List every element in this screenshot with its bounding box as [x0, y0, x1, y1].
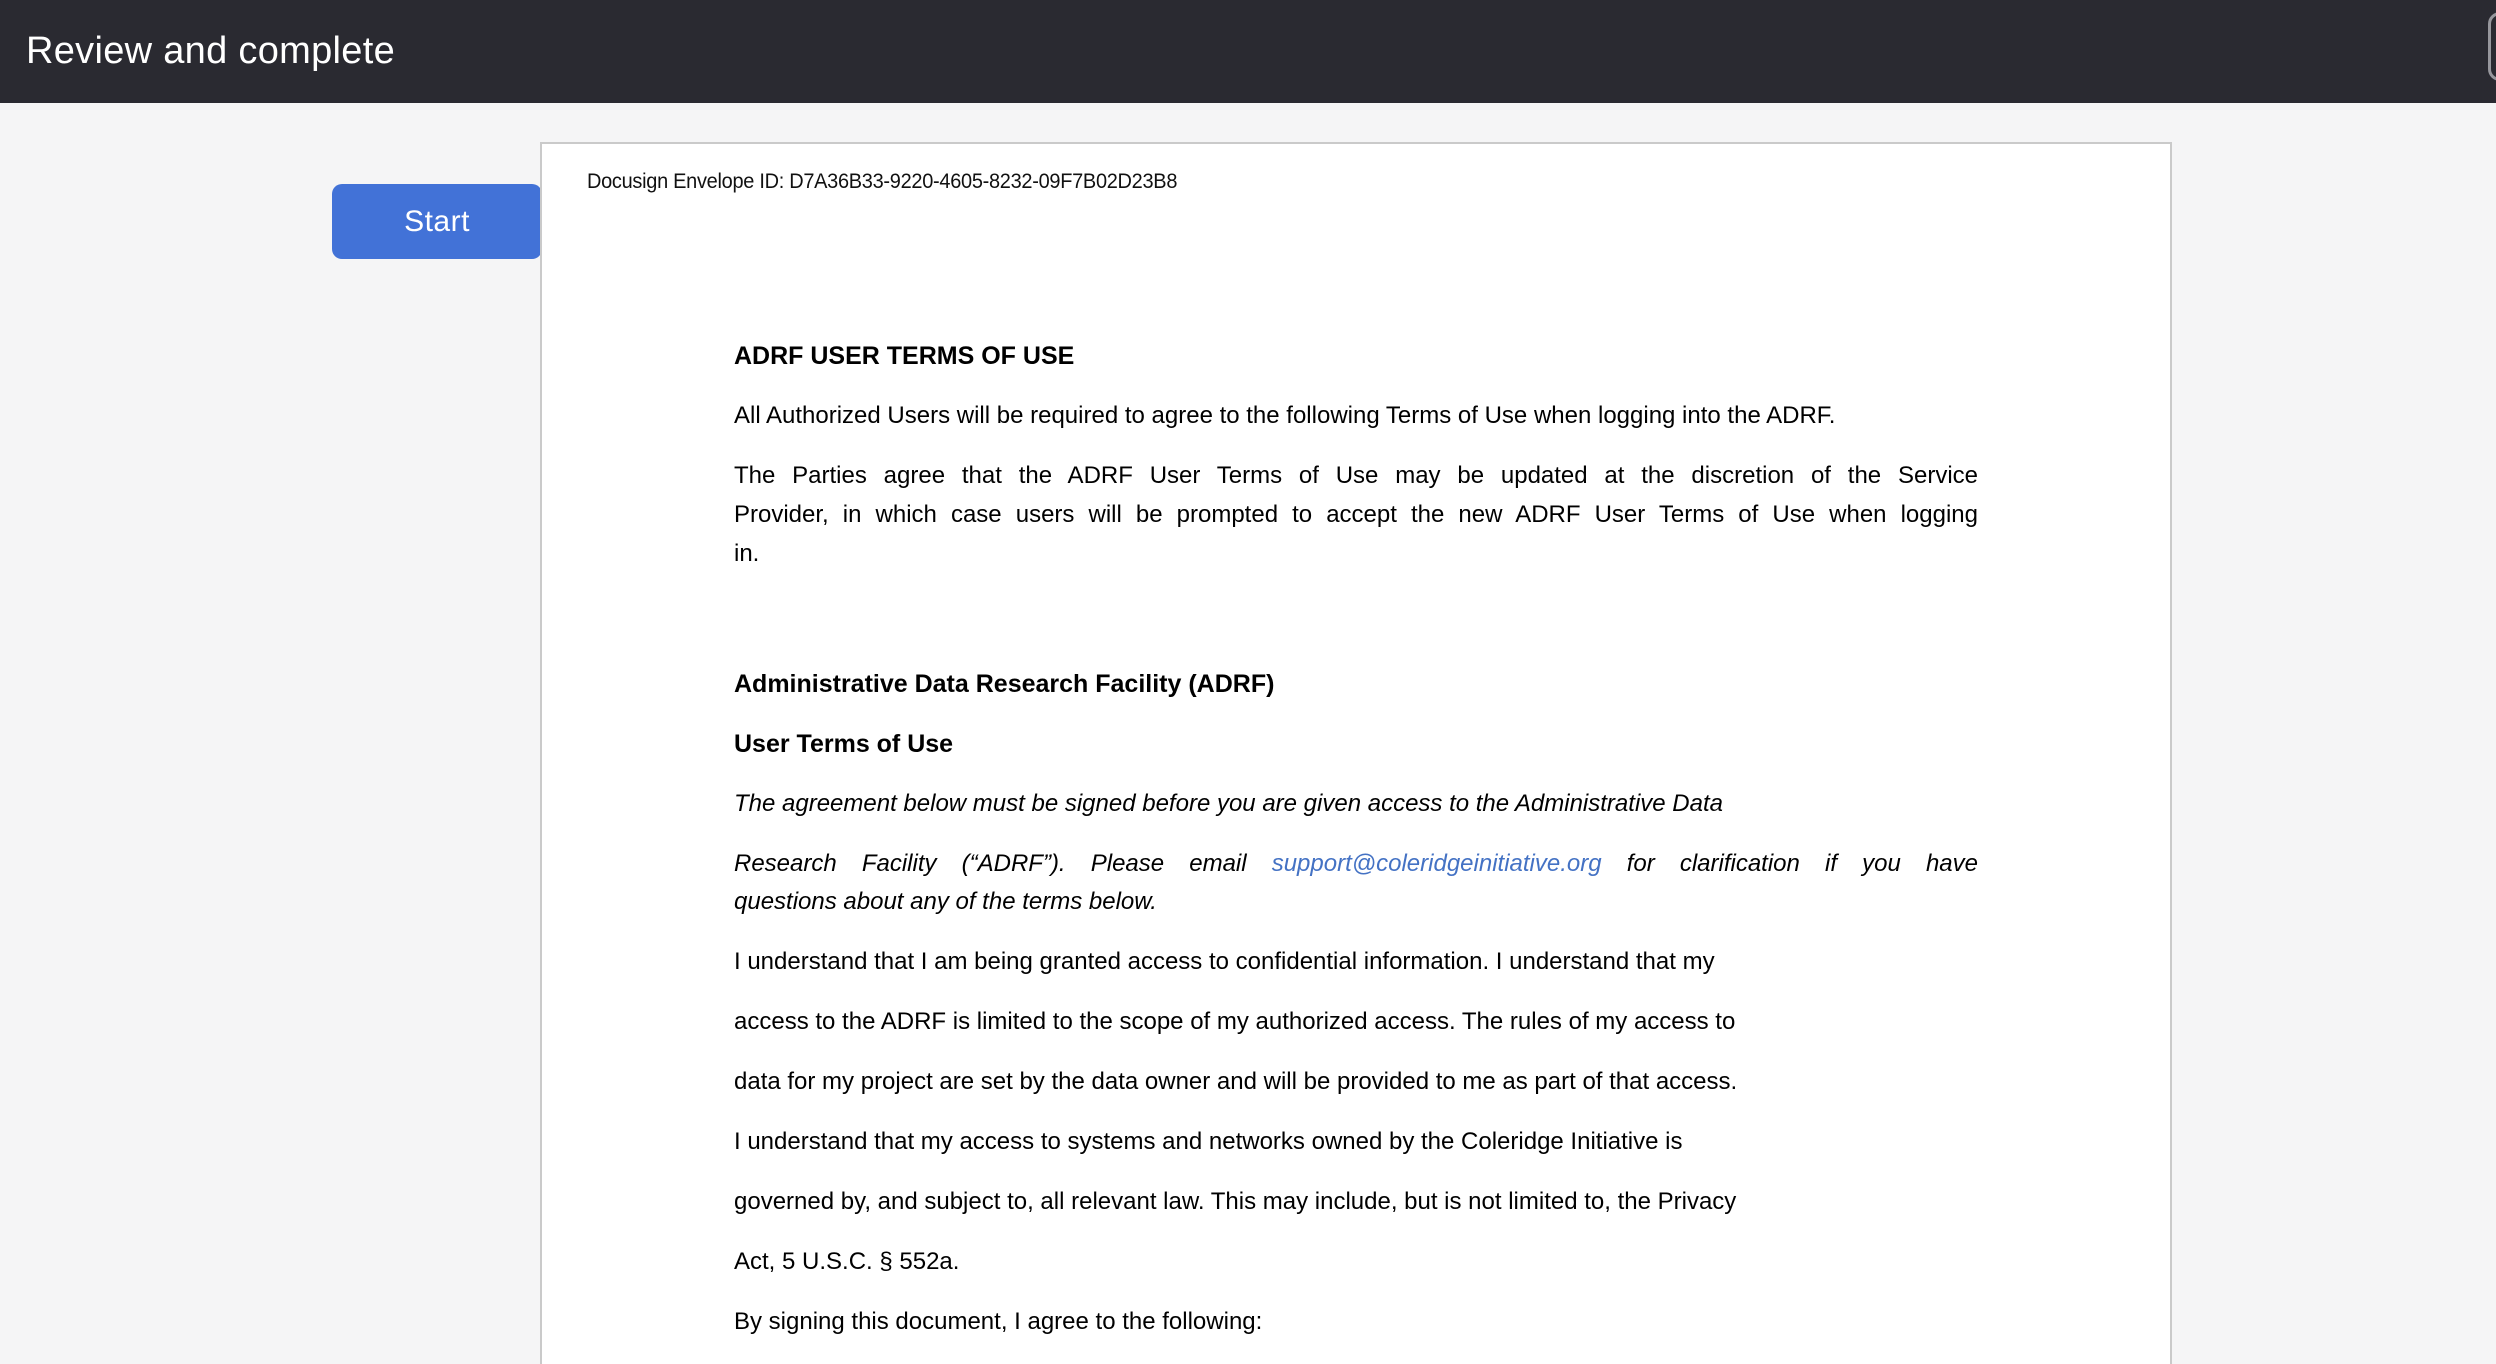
document-line: I understand that my access to systems and networks owned by the Coleridge Initiative is	[734, 1128, 1683, 1155]
document-line: questions about any of the terms below.	[734, 888, 1157, 915]
document-subheading: User Terms of Use	[734, 730, 954, 758]
document-line: All Authorized Users will be required to agree to the following Terms of Use when logging into the ADRF.	[734, 402, 1836, 429]
document-line: The agreement below must be signed before you are given access to the Administrative Data	[734, 790, 1723, 817]
document-line-text: Research Facility (“ADRF”). Please email	[734, 850, 1272, 877]
email-link[interactable]: support@coleridgeinitiative.org	[1271, 850, 1602, 877]
scrollbar-thumb[interactable]	[2488, 12, 2496, 81]
document-line: in.	[734, 540, 760, 567]
document-subheading: Administrative Data Research Facility (ADRF)	[734, 670, 1275, 698]
document-content	[542, 144, 2170, 1337]
document-line-text: for clarification if you have	[1601, 850, 1978, 877]
document-panel	[540, 142, 2172, 1364]
document-line: access to the ADRF is limited to the scope of my authorized access. The rules of my access to	[734, 1008, 1736, 1035]
page-title: Review and complete	[26, 30, 396, 72]
document-line	[734, 849, 1978, 879]
document-line: By signing this document, I agree to the following:	[734, 1308, 1263, 1335]
envelope-id: Docusign Envelope ID: D7A36B33-9220-4605-8232-09F7B02D23B8	[587, 170, 1178, 193]
document-line: Act, 5 U.S.C. § 552a.	[734, 1248, 960, 1275]
document-line: I understand that I am being granted access to confidential information. I understand that my	[734, 948, 1715, 975]
document-line: governed by, and subject to, all relevant law. This may include, but is not limited to, the Privacy	[734, 1188, 1737, 1215]
document-line: Provider, in which case users will be prompted to accept the new ADRF User Terms of Use when logging	[734, 501, 1978, 528]
document-heading: ADRF USER TERMS OF USE	[734, 342, 1075, 370]
document-line: The Parties agree that the ADRF User Terms of Use may be updated at the discretion of the Service	[734, 462, 1978, 489]
start-button[interactable]: Start	[332, 184, 542, 259]
document-line: data for my project are set by the data owner and will be provided to me as part of that access.	[734, 1068, 1738, 1095]
app-header	[0, 0, 2496, 103]
